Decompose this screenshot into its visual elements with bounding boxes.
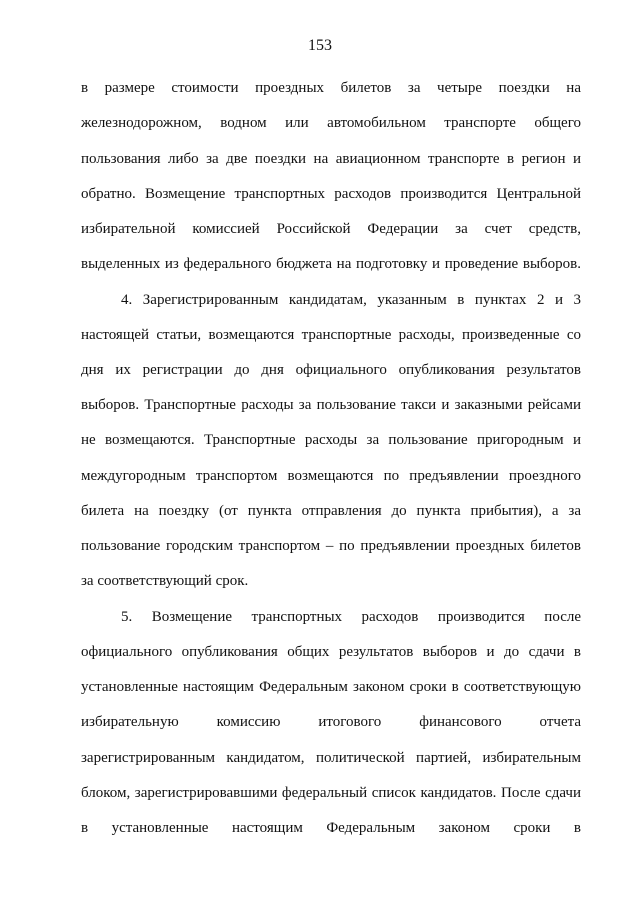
text-line: установленные настоящим Федеральным законом сроки в соответствующую (81, 679, 581, 695)
text-line: дня их регистрации до дня официального опубликования результатов (81, 362, 581, 378)
text-line: блоком, зарегистрировавшими федеральный список кандидатов. После сдачи (81, 785, 581, 801)
paragraph-start-line: 4. Зарегистрированным кандидатам, указанным в пунктах 2 и 3 (121, 292, 581, 308)
text-line: зарегистрированным кандидатом, политической партией, избирательным (81, 750, 581, 766)
text-line: в установленные настоящим Федеральным законом сроки в (81, 820, 581, 836)
text-line: настоящей статьи, возмещаются транспортные расходы, произведенные со (81, 327, 581, 343)
text-line: выборов. Транспортные расходы за пользование такси и заказными рейсами (81, 397, 581, 413)
page-number: 153 (308, 37, 332, 54)
text-line: за соответствующий срок. (81, 573, 249, 589)
text-line: билета на поездку (от пункта отправления до пункта прибытия), а за (81, 503, 581, 519)
text-line: выделенных из федерального бюджета на подготовку и проведение выборов. (81, 256, 581, 272)
paragraph-start-line: 5. Возмещение транспортных расходов производится после (121, 609, 581, 625)
text-line: избирательной комиссией Российской Федерации за счет средств, (81, 221, 581, 237)
text-line: избирательную комиссию итогового финансового отчета (81, 714, 581, 730)
text-line: пользование городским транспортом – по предъявлении проездных билетов (81, 538, 581, 554)
text-line: в размере стоимости проездных билетов за четыре поездки на (81, 80, 581, 96)
text-line: не возмещаются. Транспортные расходы за пользование пригородным и (81, 432, 581, 448)
text-line: пользования либо за две поездки на авиационном транспорте в регион и (81, 151, 581, 167)
text-line: официального опубликования общих результатов выборов и до сдачи в (81, 644, 581, 660)
text-line: железнодорожном, водном или автомобильном транспорте общего (81, 115, 581, 131)
text-line: обратно. Возмещение транспортных расходов производится Центральной (81, 186, 581, 202)
text-line: междугородным транспортом возмещаются по предъявлении проездного (81, 468, 581, 484)
